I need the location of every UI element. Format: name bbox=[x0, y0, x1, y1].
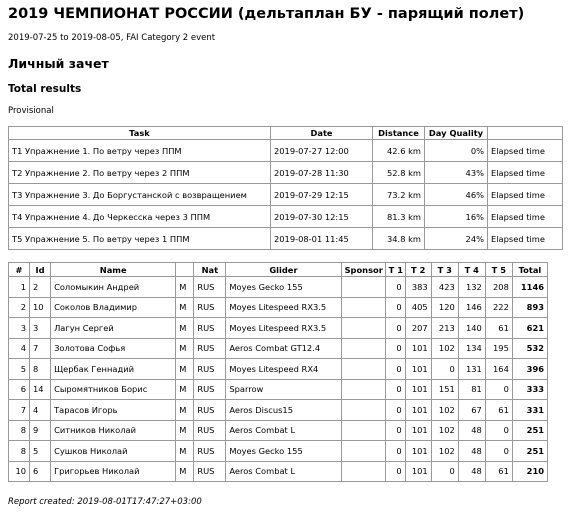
pilot-score-t3: 102 bbox=[431, 400, 458, 421]
pilot-id: 10 bbox=[30, 297, 51, 318]
pilot-sex: M bbox=[176, 277, 194, 298]
task-distance: 81.3 km bbox=[373, 206, 425, 228]
pilot-score-t4: 131 bbox=[458, 359, 485, 380]
pilot-score-t4: 67 bbox=[458, 400, 485, 421]
task-row bbox=[9, 140, 563, 162]
pilot-score-t3: 102 bbox=[431, 420, 458, 441]
task-header-distance: Distance bbox=[373, 127, 425, 140]
pilot-sponsor bbox=[341, 297, 385, 318]
pilot-score-t4: 81 bbox=[458, 379, 485, 400]
pilot-id: 9 bbox=[30, 420, 51, 441]
task-row bbox=[9, 162, 563, 184]
pilot-score-t1: 0 bbox=[385, 400, 405, 421]
results-row bbox=[9, 359, 548, 380]
pilot-id: 14 bbox=[30, 379, 51, 400]
pilot-glider: Moyes Litespeed RX4 bbox=[226, 359, 341, 380]
pilot-rank: 3 bbox=[9, 318, 30, 339]
pilot-rank: 1 bbox=[9, 277, 30, 298]
pilot-rank: 5 bbox=[9, 359, 30, 380]
pilot-score-t3: 423 bbox=[431, 277, 458, 298]
section-title: Личный зачет bbox=[8, 56, 109, 71]
pilot-sponsor bbox=[341, 461, 385, 482]
pilot-name: Сушков Николай bbox=[51, 441, 176, 462]
pilot-score-t3: 120 bbox=[431, 297, 458, 318]
pilot-glider: Moyes Litespeed RX3.5 bbox=[226, 318, 341, 339]
results-status: Provisional bbox=[8, 106, 54, 116]
task-date: 2019-07-30 12:15 bbox=[271, 206, 373, 228]
pilot-id: 2 bbox=[30, 277, 51, 298]
task-distance: 34.8 km bbox=[373, 228, 425, 250]
pilot-total: 1146 bbox=[512, 277, 547, 298]
pilot-glider: Moyes Gecko 155 bbox=[226, 277, 341, 298]
pilot-id: 5 bbox=[30, 441, 51, 462]
task-header-date: Date bbox=[271, 127, 373, 140]
task-name: T4 Упражнение 4. До Черкесска через 3 ППМ bbox=[9, 206, 271, 228]
pilot-score-t3: 102 bbox=[431, 338, 458, 359]
task-date: 2019-07-29 12:15 bbox=[271, 184, 373, 206]
pilot-glider: Aeros Combat L bbox=[226, 461, 341, 482]
pilot-score-t4: 132 bbox=[458, 277, 485, 298]
results-header-name: Name bbox=[51, 263, 176, 277]
pilot-score-t4: 134 bbox=[458, 338, 485, 359]
pilot-total: 396 bbox=[512, 359, 547, 380]
pilot-id: 3 bbox=[30, 318, 51, 339]
results-header-t1: T 1 bbox=[385, 263, 405, 277]
task-distance: 73.2 km bbox=[373, 184, 425, 206]
pilot-score-t3: 0 bbox=[431, 461, 458, 482]
results-table-header bbox=[9, 263, 548, 277]
pilot-total: 331 bbox=[512, 400, 547, 421]
pilot-score-t2: 383 bbox=[405, 277, 431, 298]
pilot-score-t4: 48 bbox=[458, 420, 485, 441]
results-header-t4: T 4 bbox=[458, 263, 485, 277]
pilot-id: 8 bbox=[30, 359, 51, 380]
pilot-nation: RUS bbox=[194, 420, 226, 441]
pilot-sponsor bbox=[341, 420, 385, 441]
pilot-score-t1: 0 bbox=[385, 338, 405, 359]
results-header-total: Total bbox=[512, 263, 547, 277]
pilot-glider: Aeros Combat L bbox=[226, 420, 341, 441]
pilot-score-t3: 0 bbox=[431, 359, 458, 380]
task-day-quality: 0% bbox=[425, 140, 488, 162]
task-scoring-type: Elapsed time bbox=[488, 140, 563, 162]
pilot-nation: RUS bbox=[194, 379, 226, 400]
pilot-sponsor bbox=[341, 400, 385, 421]
task-day-quality: 43% bbox=[425, 162, 488, 184]
pilot-score-t2: 101 bbox=[405, 379, 431, 400]
pilot-name: Золотова Софья bbox=[51, 338, 176, 359]
pilot-total: 621 bbox=[512, 318, 547, 339]
pilot-glider: Aeros Discus15 bbox=[226, 400, 341, 421]
pilot-score-t1: 0 bbox=[385, 318, 405, 339]
pilot-glider: Moyes Gecko 155 bbox=[226, 441, 341, 462]
results-row bbox=[9, 461, 548, 482]
results-row bbox=[9, 297, 548, 318]
pilot-sponsor bbox=[341, 441, 385, 462]
task-header-task: Task bbox=[9, 127, 271, 140]
pilot-score-t4: 140 bbox=[458, 318, 485, 339]
pilot-sponsor bbox=[341, 379, 385, 400]
pilot-score-t4: 48 bbox=[458, 441, 485, 462]
task-scoring-type: Elapsed time bbox=[488, 228, 563, 250]
pilot-id: 4 bbox=[30, 400, 51, 421]
pilot-score-t1: 0 bbox=[385, 441, 405, 462]
pilot-nation: RUS bbox=[194, 400, 226, 421]
results-row bbox=[9, 338, 548, 359]
pilot-sex: M bbox=[176, 420, 194, 441]
pilot-name: Лагун Сергей bbox=[51, 318, 176, 339]
pilot-name: Тарасов Игорь bbox=[51, 400, 176, 421]
pilot-glider: Sparrow bbox=[226, 379, 341, 400]
results-header-glider: Glider bbox=[226, 263, 341, 277]
pilot-rank: 10 bbox=[9, 461, 30, 482]
pilot-sex: M bbox=[176, 400, 194, 421]
pilot-id: 7 bbox=[30, 338, 51, 359]
pilot-score-t5: 208 bbox=[485, 277, 512, 298]
results-row bbox=[9, 318, 548, 339]
pilot-name: Сыромятников Борис bbox=[51, 379, 176, 400]
results-header-sponsor: Sponsor bbox=[341, 263, 385, 277]
page-title: 2019 ЧЕМПИОНАТ РОССИИ (дельтаплан БУ - парящий полет) bbox=[8, 6, 525, 22]
pilot-sex: M bbox=[176, 297, 194, 318]
task-scoring-type: Elapsed time bbox=[488, 162, 563, 184]
task-name: T1 Упражнение 1. По ветру через ППМ bbox=[9, 140, 271, 162]
task-date: 2019-08-01 11:45 bbox=[271, 228, 373, 250]
pilot-score-t1: 0 bbox=[385, 420, 405, 441]
pilot-rank: 8 bbox=[9, 420, 30, 441]
pilot-score-t2: 101 bbox=[405, 400, 431, 421]
results-row bbox=[9, 277, 548, 298]
pilot-sex: M bbox=[176, 318, 194, 339]
pilot-name: Щербак Геннадий bbox=[51, 359, 176, 380]
task-header-quality: Day Quality bbox=[425, 127, 488, 140]
pilot-nation: RUS bbox=[194, 359, 226, 380]
task-name: T3 Упражнение 3. До Боргустанской с возвращением bbox=[9, 184, 271, 206]
pilot-rank: 2 bbox=[9, 297, 30, 318]
task-day-quality: 46% bbox=[425, 184, 488, 206]
pilot-name: Ситников Николай bbox=[51, 420, 176, 441]
pilot-score-t5: 222 bbox=[485, 297, 512, 318]
pilot-total: 893 bbox=[512, 297, 547, 318]
pilot-nation: RUS bbox=[194, 277, 226, 298]
task-distance: 42.6 km bbox=[373, 140, 425, 162]
pilot-score-t2: 101 bbox=[405, 359, 431, 380]
task-row bbox=[9, 184, 563, 206]
pilot-name: Соломыкин Андрей bbox=[51, 277, 176, 298]
task-day-quality: 16% bbox=[425, 206, 488, 228]
results-row bbox=[9, 379, 548, 400]
results-row bbox=[9, 400, 548, 421]
task-scoring-type: Elapsed time bbox=[488, 184, 563, 206]
results-header-nat: Nat bbox=[194, 263, 226, 277]
pilot-rank: 4 bbox=[9, 338, 30, 359]
pilot-score-t2: 101 bbox=[405, 420, 431, 441]
results-header-rank: # bbox=[9, 263, 30, 277]
pilot-score-t5: 61 bbox=[485, 461, 512, 482]
pilot-id: 6 bbox=[30, 461, 51, 482]
pilot-total: 251 bbox=[512, 420, 547, 441]
pilot-sex: M bbox=[176, 379, 194, 400]
results-row bbox=[9, 441, 548, 462]
pilot-sponsor bbox=[341, 338, 385, 359]
pilot-glider: Aeros Combat GT12.4 bbox=[226, 338, 341, 359]
pilot-nation: RUS bbox=[194, 461, 226, 482]
pilot-score-t5: 61 bbox=[485, 400, 512, 421]
results-header-sex bbox=[176, 263, 194, 277]
pilot-total: 210 bbox=[512, 461, 547, 482]
pilot-score-t5: 164 bbox=[485, 359, 512, 380]
task-row bbox=[9, 206, 563, 228]
pilot-nation: RUS bbox=[194, 441, 226, 462]
pilot-sex: M bbox=[176, 359, 194, 380]
pilot-sex: M bbox=[176, 461, 194, 482]
pilot-rank: 6 bbox=[9, 379, 30, 400]
results-header-t5: T 5 bbox=[485, 263, 512, 277]
results-table bbox=[8, 262, 548, 482]
pilot-sponsor bbox=[341, 277, 385, 298]
pilot-score-t5: 195 bbox=[485, 338, 512, 359]
pilot-name: Григорьев Николай bbox=[51, 461, 176, 482]
pilot-nation: RUS bbox=[194, 318, 226, 339]
pilot-score-t1: 0 bbox=[385, 461, 405, 482]
results-title: Total results bbox=[8, 83, 82, 95]
pilot-nation: RUS bbox=[194, 338, 226, 359]
pilot-rank: 8 bbox=[9, 441, 30, 462]
pilot-score-t4: 146 bbox=[458, 297, 485, 318]
results-header-id: Id bbox=[30, 263, 51, 277]
pilot-score-t5: 61 bbox=[485, 318, 512, 339]
pilot-score-t2: 101 bbox=[405, 461, 431, 482]
task-scoring-type: Elapsed time bbox=[488, 206, 563, 228]
results-header-t2: T 2 bbox=[405, 263, 431, 277]
pilot-score-t2: 405 bbox=[405, 297, 431, 318]
pilot-score-t2: 101 bbox=[405, 338, 431, 359]
results-header-t3: T 3 bbox=[431, 263, 458, 277]
task-name: T5 Упражнение 5. По ветру через 1 ППМ bbox=[9, 228, 271, 250]
task-date: 2019-07-27 12:00 bbox=[271, 140, 373, 162]
results-row bbox=[9, 420, 548, 441]
task-name: T2 Упражнение 2. По ветру через 2 ППМ bbox=[9, 162, 271, 184]
task-day-quality: 24% bbox=[425, 228, 488, 250]
pilot-score-t1: 0 bbox=[385, 359, 405, 380]
pilot-score-t1: 0 bbox=[385, 379, 405, 400]
pilot-sex: M bbox=[176, 338, 194, 359]
pilot-total: 251 bbox=[512, 441, 547, 462]
pilot-rank: 7 bbox=[9, 400, 30, 421]
pilot-name: Соколов Владимир bbox=[51, 297, 176, 318]
pilot-score-t5: 0 bbox=[485, 379, 512, 400]
pilot-score-t3: 102 bbox=[431, 441, 458, 462]
pilot-total: 333 bbox=[512, 379, 547, 400]
task-row bbox=[9, 228, 563, 250]
event-dates: 2019-07-25 to 2019-08-05, FAI Category 2 event bbox=[8, 33, 216, 43]
pilot-sex: M bbox=[176, 441, 194, 462]
task-header-type bbox=[488, 127, 563, 140]
pilot-sponsor bbox=[341, 318, 385, 339]
pilot-score-t1: 0 bbox=[385, 277, 405, 298]
pilot-score-t2: 207 bbox=[405, 318, 431, 339]
pilot-score-t3: 151 bbox=[431, 379, 458, 400]
pilot-glider: Moyes Litespeed RX3.5 bbox=[226, 297, 341, 318]
task-distance: 52.8 km bbox=[373, 162, 425, 184]
pilot-score-t2: 101 bbox=[405, 441, 431, 462]
pilot-score-t3: 213 bbox=[431, 318, 458, 339]
pilot-score-t5: 0 bbox=[485, 441, 512, 462]
pilot-score-t4: 48 bbox=[458, 461, 485, 482]
pilot-sponsor bbox=[341, 359, 385, 380]
task-table-header bbox=[9, 127, 563, 140]
pilot-score-t1: 0 bbox=[385, 297, 405, 318]
pilot-score-t5: 0 bbox=[485, 420, 512, 441]
pilot-nation: RUS bbox=[194, 297, 226, 318]
task-table bbox=[8, 126, 563, 250]
pilot-total: 532 bbox=[512, 338, 547, 359]
report-created: Report created: 2019-08-01T17:47:27+03:00 bbox=[8, 497, 202, 507]
task-date: 2019-07-28 11:30 bbox=[271, 162, 373, 184]
